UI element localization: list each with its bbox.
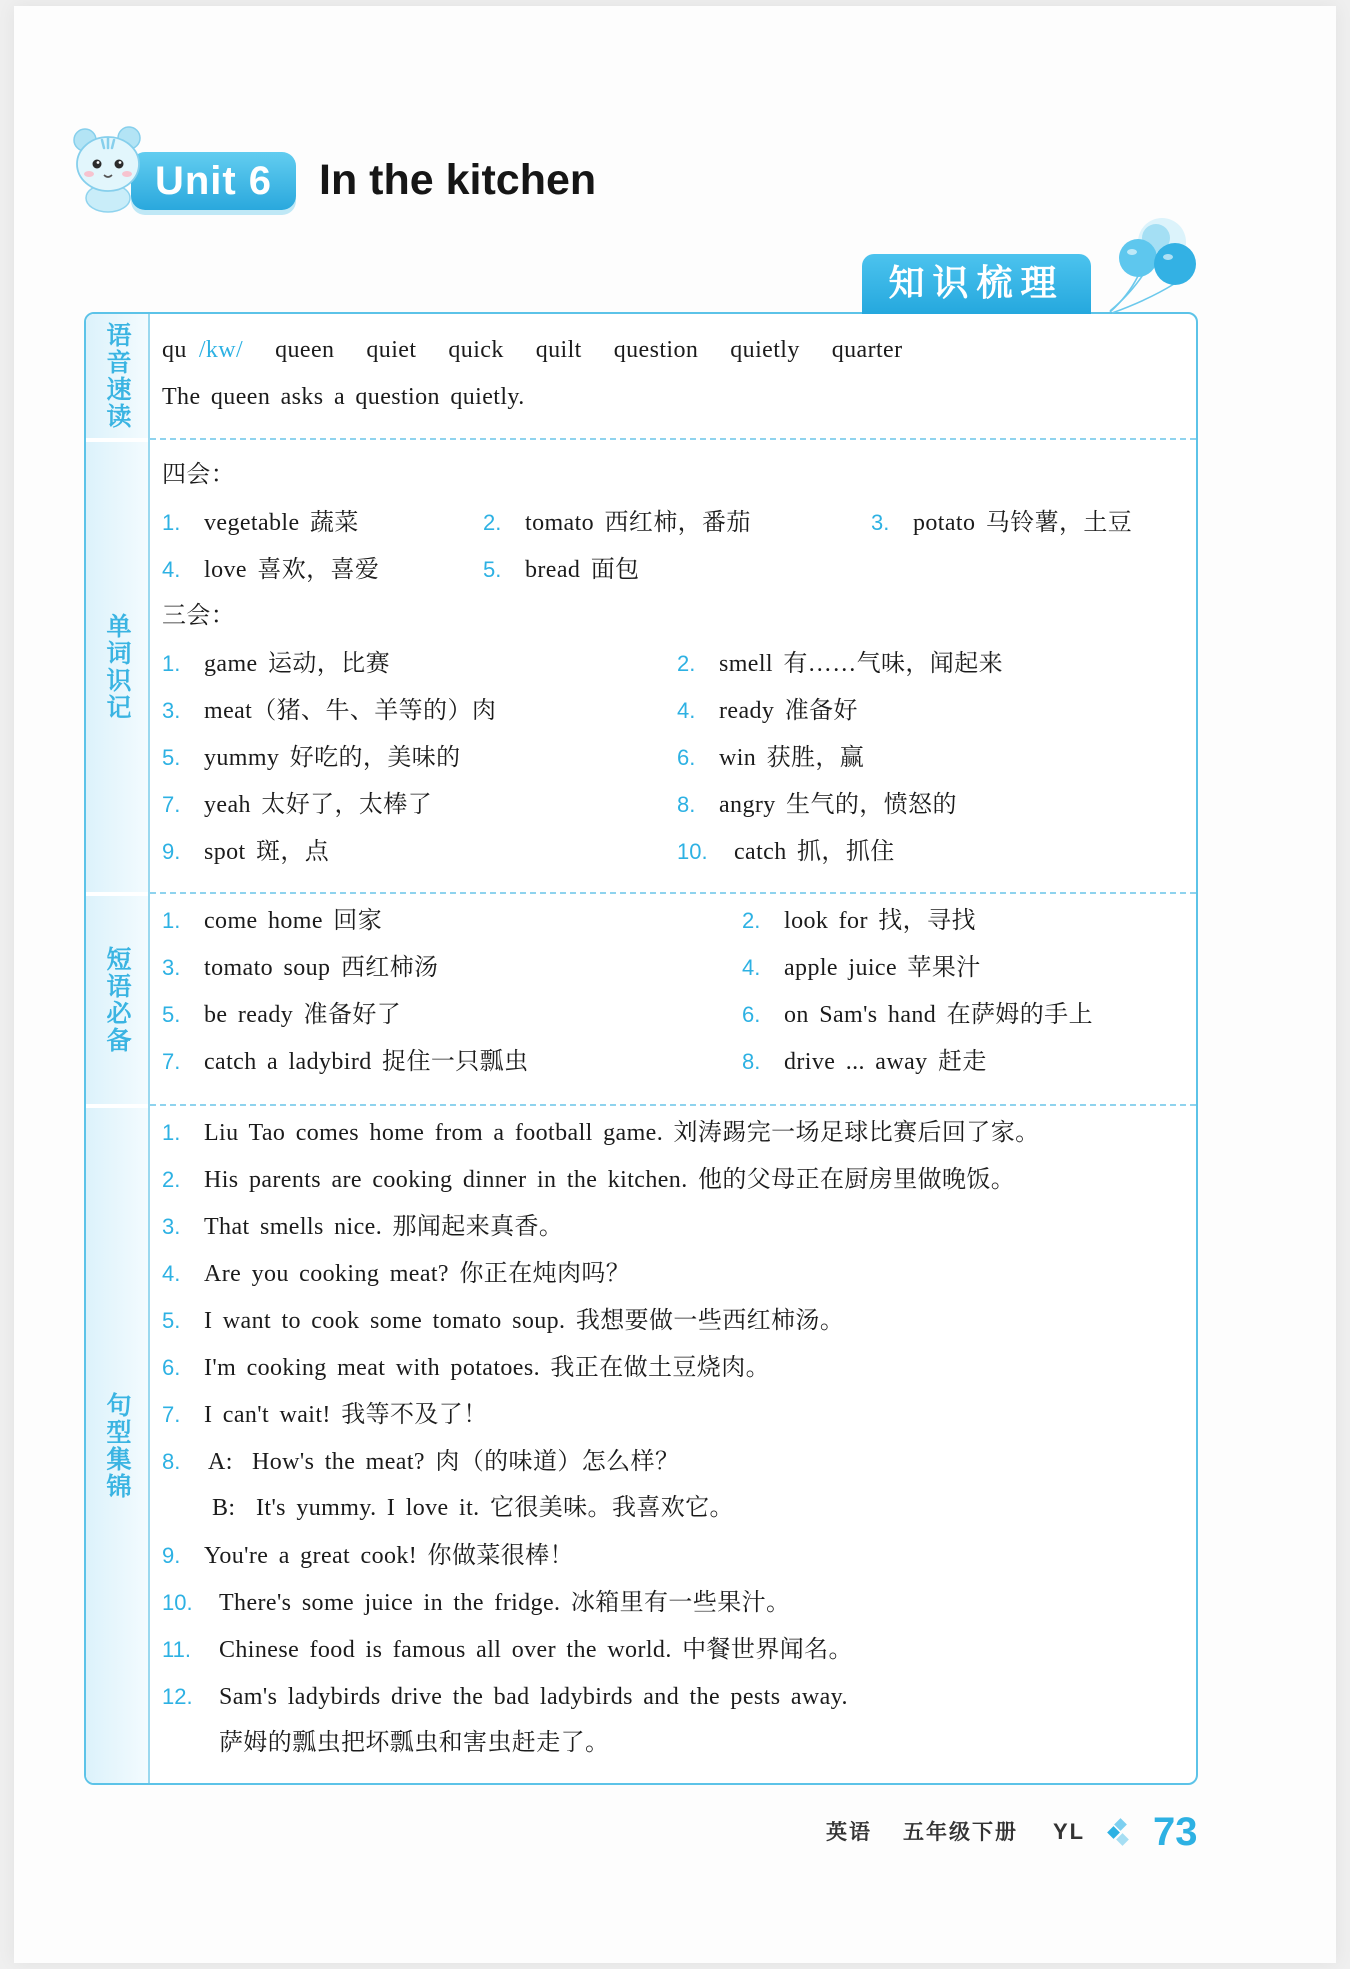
sentence-item: [162, 1109, 1196, 1156]
item-number: 4.: [162, 557, 181, 582]
item-number: 1.: [162, 651, 181, 676]
unit-badge: Unit 6: [131, 152, 296, 210]
vocab-item: [162, 640, 390, 688]
label-cell-phonics: [86, 314, 148, 438]
item-number: 9.: [162, 1543, 181, 1568]
phonics-word: quietly: [730, 337, 800, 363]
vocab-item: [162, 781, 432, 829]
phonics-word: quilt: [535, 337, 582, 363]
item-number: 6.: [162, 1355, 181, 1380]
knowledge-box: [84, 312, 1198, 1785]
item-text: catch 抓，抓住: [734, 839, 895, 865]
item-number: 8.: [162, 1449, 181, 1474]
sentences-section: [150, 1106, 1196, 1783]
item-text: You're a great cook! 你做菜很棒！: [204, 1543, 574, 1569]
sentence-item-dialogue-b: [162, 1485, 1196, 1532]
item-text: potato 马铃薯，土豆: [913, 510, 1133, 536]
item-text: smell 有……气味，闻起来: [719, 651, 1003, 677]
speaker-b-text: It's yummy. I love it. 它很美味。我喜欢它。: [256, 1495, 734, 1521]
phonics-word: quick: [448, 337, 504, 363]
item-text: tomato 西红柿，番茄: [525, 510, 751, 536]
item-number: 6.: [742, 1002, 761, 1027]
phonics-sentence: The queen asks a question quietly.: [162, 384, 525, 410]
vocab-item: [677, 687, 858, 735]
sentence-item: [162, 1532, 1196, 1579]
item-number: 8.: [677, 792, 696, 817]
diamond-ornament-icon: [1106, 1818, 1136, 1848]
item-number: 4.: [677, 698, 696, 723]
item-number: 10.: [677, 839, 708, 864]
item-number: 7.: [162, 792, 181, 817]
sentence-item: [162, 1579, 1196, 1626]
item-text: meat（猪、牛、羊等的）肉: [204, 698, 497, 724]
item-text: tomato soup 西红柿汤: [204, 955, 439, 981]
phonics-word: queen: [275, 337, 335, 363]
vocab-item: [677, 734, 864, 782]
item-number: 1.: [162, 908, 181, 933]
section-label-column: [86, 314, 150, 1783]
three-skills-heading: 三会：: [162, 603, 236, 629]
vocab-item: [162, 734, 461, 782]
item-text-chinese: 萨姆的瓢虫把坏瓢虫和害虫赶走了。: [219, 1730, 610, 1756]
vocab-item: [162, 499, 359, 547]
item-number: 3.: [162, 955, 181, 980]
four-skills-heading: 四会：: [162, 462, 236, 488]
item-text: I'm cooking meat with potatoes. 我正在做土豆烧肉。: [204, 1355, 770, 1381]
cat-mascot-icon: [68, 122, 148, 214]
vocab-item: [677, 828, 895, 876]
sentence-item: [162, 1344, 1196, 1391]
item-number: 2.: [162, 1167, 181, 1192]
phrases-row: [162, 944, 1196, 991]
sentence-item: [162, 1156, 1196, 1203]
speaker-a-label: A:: [208, 1449, 233, 1475]
three-skills-heading-row: [162, 593, 1196, 640]
phonics-word: question: [613, 337, 699, 363]
sentence-item: [162, 1391, 1196, 1438]
item-number: 11.: [162, 1637, 191, 1662]
item-text: I want to cook some tomato soup. 我想要做一些西红柿汤。: [204, 1308, 845, 1334]
label-cell-vocabulary: [86, 442, 148, 892]
item-number: 8.: [742, 1049, 761, 1074]
item-text: ready 准备好: [719, 698, 858, 724]
three-skills-row: [162, 687, 1196, 734]
label-cell-phrases: [86, 896, 148, 1104]
sentence-item: [162, 1203, 1196, 1250]
item-number: 5.: [162, 1308, 181, 1333]
item-text: That smells nice. 那闻起来真香。: [204, 1214, 564, 1240]
item-number: 6.: [677, 745, 696, 770]
item-text: drive ... away 赶走: [784, 1049, 987, 1075]
sentence-item: [162, 1626, 1196, 1673]
speaker-b-label: B:: [212, 1495, 236, 1521]
footer-book: 五年级下册: [903, 1820, 1018, 1844]
item-number: 10.: [162, 1590, 193, 1615]
item-number: 3.: [162, 698, 181, 723]
label-phonics: 语音速读: [103, 322, 132, 430]
item-text: Sam's ladybirds drive the bad ladybirds and the pests away.: [219, 1684, 848, 1710]
phrase-item: [162, 944, 438, 992]
phrase-item: [162, 897, 382, 945]
item-number: 9.: [162, 839, 181, 864]
item-text: His parents are cooking dinner in the kitchen. 他的父母正在厨房里做晚饭。: [204, 1167, 1016, 1193]
item-number: 5.: [162, 745, 181, 770]
page-number: 73: [1153, 1810, 1198, 1854]
content-area: [150, 314, 1196, 1783]
item-text: come home 回家: [204, 908, 383, 934]
vocab-item: [162, 546, 379, 594]
phonics-word: quiet: [366, 337, 417, 363]
item-text: love 喜欢，喜爱: [204, 557, 380, 583]
item-number: 4.: [742, 955, 761, 980]
item-number: 3.: [162, 1214, 181, 1239]
three-skills-row: [162, 734, 1196, 781]
item-text: vegetable 蔬菜: [204, 510, 359, 536]
phrase-item: [162, 991, 401, 1039]
item-number: 7.: [162, 1049, 181, 1074]
three-skills-row: [162, 828, 1196, 875]
balloons-icon: [1098, 216, 1210, 316]
item-text: game 运动，比赛: [204, 651, 390, 677]
item-number: 1.: [162, 510, 181, 535]
four-skills-row: [162, 499, 1196, 546]
item-text: bread 面包: [525, 557, 640, 583]
item-text: on Sam's hand 在萨姆的手上: [784, 1002, 1093, 1028]
item-text: be ready 准备好了: [204, 1002, 402, 1028]
phrase-item: [742, 897, 976, 945]
item-number: 12.: [162, 1684, 193, 1709]
unit-title: In the kitchen: [319, 156, 597, 204]
item-text: win 获胜，赢: [719, 745, 865, 771]
phrases-row: [162, 991, 1196, 1038]
vocab-item: [483, 546, 640, 594]
phonics-letters: qu: [162, 337, 187, 363]
vocab-item: [162, 828, 329, 876]
four-skills-row: [162, 546, 1196, 593]
phrase-item: [742, 991, 1093, 1039]
item-text: apple juice 苹果汁: [784, 955, 981, 981]
label-cell-sentences: [86, 1108, 148, 1783]
item-number: 5.: [162, 1002, 181, 1027]
sentence-item-dialogue-a: [162, 1438, 1196, 1485]
section-tab-knowledge-review: 知识梳理: [862, 254, 1091, 314]
phonics-sentence-row: [162, 374, 1196, 421]
item-text: angry 生气的，愤怒的: [719, 792, 957, 818]
item-number: 2.: [483, 510, 502, 535]
item-text: Are you cooking meat? 你正在炖肉吗？: [204, 1261, 631, 1287]
phonics-sound: /kw/: [198, 337, 244, 363]
item-text: I can't wait! 我等不及了！: [204, 1402, 488, 1428]
phrase-item: [742, 1038, 987, 1086]
phrases-section: [150, 894, 1196, 1106]
label-sentences: 句型集锦: [103, 1391, 132, 1500]
item-text: look for 找，寻找: [784, 908, 976, 934]
three-skills-row: [162, 640, 1196, 687]
label-phrases: 短语必备: [103, 946, 132, 1054]
sentence-item-continuation: [162, 1720, 1196, 1767]
item-text: yummy 好吃的，美味的: [204, 745, 461, 771]
vocab-item: [871, 499, 1132, 547]
speaker-a-text: How's the meat? 肉（的味道）怎么样？: [252, 1449, 680, 1475]
phonics-section: [150, 314, 1196, 440]
phrases-row: [162, 1038, 1196, 1085]
sentence-item: [162, 1250, 1196, 1297]
vocab-item: [483, 499, 751, 547]
phrase-item: [162, 1038, 528, 1086]
label-vocabulary: 单词识记: [103, 613, 132, 721]
item-number: 2.: [742, 908, 761, 933]
item-number: 7.: [162, 1402, 181, 1427]
vocab-item: [677, 781, 957, 829]
sentence-item: [162, 1673, 1196, 1720]
item-text: There's some juice in the fridge. 冰箱里有一些果汁。: [219, 1590, 791, 1616]
item-number: 3.: [871, 510, 890, 535]
item-text: Chinese food is famous all over the world. 中餐世界闻名。: [219, 1637, 853, 1663]
phrase-item: [742, 944, 981, 992]
four-skills-heading-row: [162, 452, 1196, 499]
item-text: spot 斑，点: [204, 839, 330, 865]
phrases-row: [162, 897, 1196, 944]
sentence-item: [162, 1297, 1196, 1344]
vocab-item: [162, 687, 496, 735]
three-skills-row: [162, 781, 1196, 828]
vocab-item: [677, 640, 1003, 688]
phonics-word: quarter: [831, 337, 903, 363]
item-number: 5.: [483, 557, 502, 582]
item-number: 4.: [162, 1261, 181, 1286]
item-number: 2.: [677, 651, 696, 676]
footer-edition: YL: [1053, 1819, 1086, 1844]
vocabulary-section: [150, 440, 1196, 894]
item-text: catch a ladybird 捉住一只瓢虫: [204, 1049, 529, 1075]
phonics-words-row: [162, 327, 1196, 374]
item-number: 1.: [162, 1120, 181, 1145]
item-text: yeah 太好了，太棒了: [204, 792, 433, 818]
footer-subject: 英语: [826, 1820, 872, 1844]
item-text: Liu Tao comes home from a football game. 刘涛踢完一场足球比赛后回了家。: [204, 1120, 1040, 1146]
